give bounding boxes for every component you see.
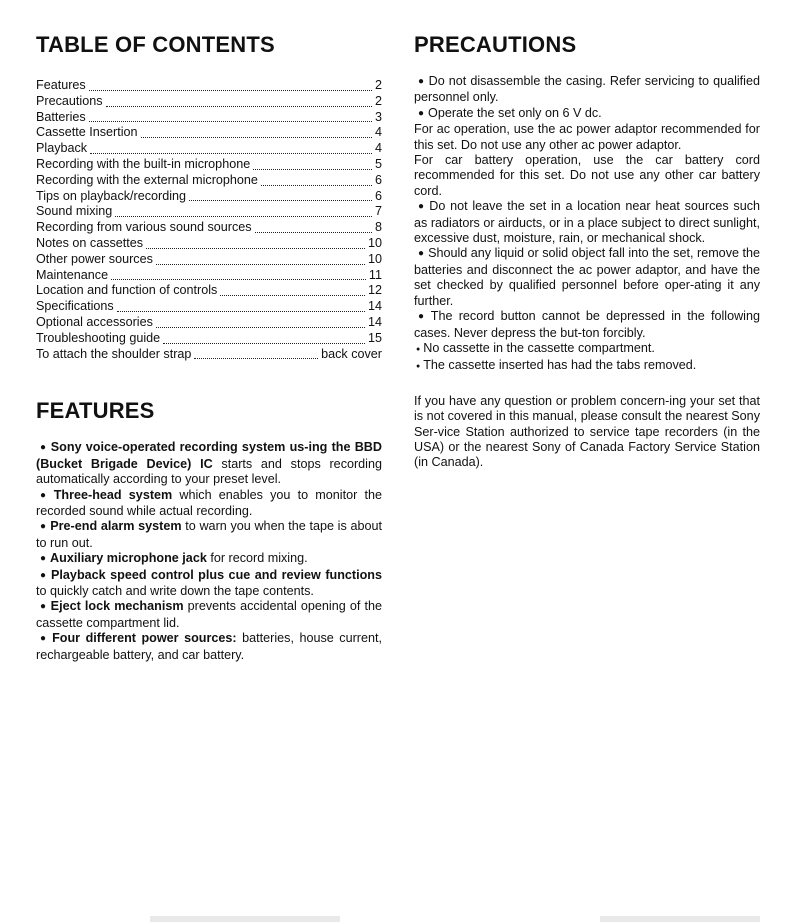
features-list [36,440,382,663]
precaution-text: Do not leave the set in a location near heat sources such as radiators or airducts, or in a place subject to direct sunlight, excessive dust, moisture, rain, or mechanical shock. [414,199,760,246]
toc-list [36,78,382,362]
precaution-item [414,199,760,246]
features-heading: FEATURES [36,398,155,424]
bullet-icon: ● [40,553,47,565]
toc-entry [36,299,382,315]
feature-item [36,519,382,551]
precaution-item [414,74,760,106]
feature-lead: Auxiliary microphone jack [50,551,207,566]
toc-entry-page: 4 [374,141,382,156]
feature-item [36,631,382,663]
toc-entry [36,78,382,94]
toc-entry-title: Sound mixing [36,204,113,219]
closing-paragraph: If you have any question or problem concern-ing your set that is not covered in this manual, please consult the nearest Sony Ser-vice Station authorized to service tape recorders (in the USA) or the nearest Sony of Canada Factory Service Station (in Canada). [414,393,760,470]
toc-leader-dots [194,348,318,359]
toc-entry-title: Recording from various sound sources [36,220,252,235]
left-column [36,30,382,663]
toc-entry [36,157,382,173]
spacer [414,376,760,394]
precaution-text: The record button cannot be depressed in the following cases. Never depress the but-ton forcibly. [414,309,760,340]
toc-leader-dots [156,254,365,265]
toc-entry [36,315,382,331]
feature-text: to quickly catch and write down the tape contents. [36,584,314,598]
toc-leader-dots [156,317,365,328]
bullet-icon: ● [40,521,47,533]
feature-text: for record mixing. [206,551,308,566]
feature-lead: Pre-end alarm system [50,519,182,534]
feature-lead: Sony voice-operated recording system us-ing the BBD (Bucket Brigade Device) IC [36,440,382,471]
toc-entry-page: 8 [374,220,382,235]
bullet-icon: ● [416,345,421,353]
feature-item [36,488,382,520]
precaution-item [414,358,760,375]
precaution-text: Operate the set only on 6 V dc. [428,105,602,120]
toc-entry-page: 14 [367,299,382,314]
toc-entry [36,283,382,299]
toc-entry-title: Optional accessories [36,314,153,329]
bullet-icon: ● [418,248,425,260]
toc-entry-page: 7 [374,204,382,219]
precaution-text: For car battery operation, use the car battery cord recommended for this set. Do not use any other car battery cord. [414,153,760,198]
toc-entry-title: Location and function of controls [36,283,218,298]
toc-entry [36,141,382,157]
feature-text: batteries, house current, rechargeable battery, and car battery. [36,631,383,662]
bullet-icon: ● [418,311,427,323]
toc-entry [36,94,382,110]
toc-leader-dots [146,238,365,249]
toc-entry [36,236,382,252]
feature-item [36,599,382,631]
toc-entry [36,331,382,347]
bullet-icon: ● [418,201,426,213]
toc-entry-title: Other power sources [36,251,153,266]
toc-entry-title: Recording with the external microphone [36,172,258,187]
toc-entry-title: Specifications [36,299,114,314]
precaution-text: No cassette in the cassette compartment. [423,340,655,355]
bullet-icon: ● [418,107,425,119]
feature-text: starts and stops recording automatically according to your preset level. [36,456,382,487]
toc-entry-page: 15 [367,330,382,345]
toc-entry-title: Playback [36,141,88,156]
bullet-icon: ● [40,569,48,581]
toc-entry [36,125,382,141]
toc-entry-title: Recording with the built-in microphone [36,156,251,171]
toc-leader-dots [111,269,366,280]
toc-entry-page: 5 [374,156,382,171]
precaution-text: Should any liquid or solid object fall into the set, remove the batteries and disconnect the ac power adaptor, and have the set checked by qualified personnel before oper-ating it any further. [414,246,761,308]
toc-entry-title: Features [36,78,86,92]
precaution-item [414,309,760,341]
bullet-icon: ● [40,601,47,613]
toc-entry [36,204,382,220]
feature-item [36,551,382,567]
scan-smudge [150,916,340,922]
precautions-list [414,74,760,376]
feature-text: prevents accidental opening of the cassette compartment lid. [36,599,382,630]
toc-entry-page: 10 [367,235,382,250]
bullet-icon: ● [418,76,425,87]
toc-entry-page: 2 [374,78,382,92]
toc-entry [36,110,382,126]
toc-leader-dots [163,333,365,344]
toc-leader-dots [115,206,372,217]
feature-item [36,568,382,600]
toc-leader-dots [261,175,372,186]
toc-entry-title: Tips on playback/recording [36,188,187,203]
bullet-icon: ● [40,633,49,645]
precaution-text: Do not disassemble the casing. Refer servicing to qualified personnel only. [414,74,760,105]
feature-lead: Four different power sources: [52,631,237,646]
toc-entry-page: 6 [374,188,382,203]
feature-lead: Three-head system [53,487,173,502]
precautions-heading: PRECAUTIONS [414,32,577,57]
toc-leader-dots [220,285,365,296]
toc-leader-dots [89,80,372,91]
toc-heading: TABLE OF CONTENTS [36,32,275,57]
scan-smudge [600,916,760,922]
toc-entry-page: 4 [374,125,382,140]
toc-entry-page: 2 [374,93,382,108]
toc-entry [36,220,382,236]
feature-text: which enables you to monitor the recorded sound while actual recording. [36,487,382,518]
bullet-icon: ● [40,489,50,501]
toc-entry-page: 14 [367,314,382,329]
toc-entry-title: Cassette Insertion [36,125,138,140]
toc-leader-dots [106,96,372,107]
toc-entry [36,268,382,284]
toc-entry [36,189,382,205]
toc-entry-page: 6 [374,172,382,187]
toc-entry-page: 12 [367,283,382,298]
toc-entry-page: 3 [374,109,382,124]
toc-entry [36,347,382,363]
toc-entry-title: Maintenance [36,267,109,282]
toc-entry [36,252,382,268]
precaution-item [414,122,760,153]
toc-leader-dots [141,127,372,138]
toc-leader-dots [253,159,372,170]
right-column [414,30,760,471]
precaution-text: For ac operation, use the ac power adaptor recommended for this set. Do not use any other ac power adaptor. [414,122,760,152]
toc-leader-dots [90,143,372,154]
toc-entry-title: Precautions [36,93,103,108]
toc-leader-dots [189,190,372,201]
feature-text: to warn you when the tape is about to run out. [36,519,382,550]
toc-entry-page: 11 [368,267,382,282]
toc-entry-title: Batteries [36,109,86,124]
toc-leader-dots [117,301,365,312]
feature-lead: Eject lock mechanism [50,599,184,614]
bullet-icon: ● [416,363,421,371]
toc-entry-title: Troubleshooting guide [36,330,161,345]
precaution-item [414,106,760,122]
precaution-item [414,341,760,358]
feature-lead: Playback speed control plus cue and review functions [51,567,382,582]
toc-leader-dots [255,222,372,233]
toc-entry-page: back cover [321,346,382,361]
toc-leader-dots [89,111,372,122]
toc-entry [36,173,382,189]
toc-entry-title: Notes on cassettes [36,235,144,250]
feature-item [36,440,382,487]
precaution-item [414,246,760,309]
precaution-item [414,153,760,199]
bullet-icon: ● [40,442,47,454]
precaution-text: The cassette inserted has had the tabs removed. [423,358,697,373]
toc-entry-page: 10 [367,251,382,266]
toc-entry-title: To attach the shoulder strap [36,346,192,361]
